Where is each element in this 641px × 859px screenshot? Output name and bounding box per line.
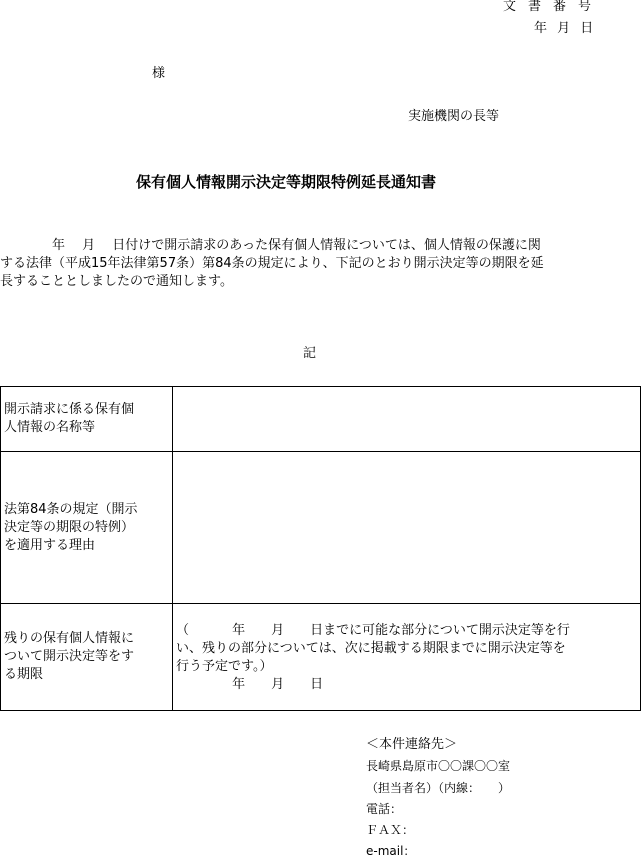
contact-fax: ＦＡＸ： [366,823,415,837]
body-line-2: する法律（平成15年法律第57条）第84条の規定により、下記のとおり開示決定等の期限を延 [0,256,544,271]
row-label-name: 開示請求に係る保有個 人情報の名称等 [1,387,173,452]
body-line-1: 年 月 日付けで開示請求のあった保有個人情報については、個人情報の保護に関 [0,238,541,253]
contact-department: 長崎県島原市〇〇課〇〇室 [366,759,511,773]
table-row-deadline [1,604,641,711]
row-label-deadline: 残りの保有個人情報に ついて開示決定等をす る期限 [1,604,173,711]
row-content-reason [173,452,641,604]
row-label-reason: 法第84条の規定（開示 決定等の期限の特例） を適用する理由 [1,452,173,604]
contact-heading: ＜本件連絡先＞ [366,737,458,752]
row-content-name [173,387,641,452]
body-paragraph [0,237,641,291]
row-content-deadline: （ 年 月 日までに可能な部分について開示決定等を行 い、残りの部分については、次に掲載する期限までに開示決定等を 行う予定です。） 年 月 日 [173,604,641,711]
contact-phone: 電話： [366,802,403,816]
document-title: 保有個人情報開示決定等期限特例延長通知書 [136,173,437,191]
recipient-suffix: 様 [152,66,166,81]
ki-label: 記 [303,346,317,361]
date-label: 年 月 日 [534,21,594,36]
contact-person: （担当者名）（内線： ） [366,781,511,795]
sender-name: 実施機関の長等 [408,109,500,124]
contact-email: e-mail： [366,844,416,858]
table-row-reason [1,452,641,604]
table-row-name [1,387,641,452]
notice-table [0,386,641,711]
document-number-label: 文書番号 [503,0,604,14]
body-line-3: 長することとしましたので通知します。 [0,274,233,289]
